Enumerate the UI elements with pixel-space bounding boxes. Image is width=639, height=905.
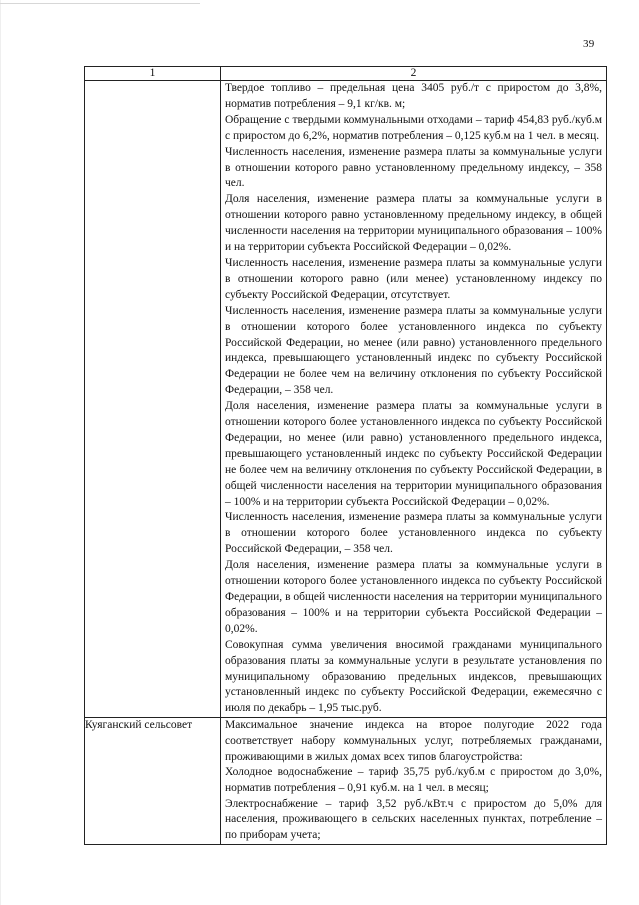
paragraph: Доля населения, изменение размера платы за коммунальные услуги в отношении которого равно установленному предельному индексу, в общей численности населения на территории муниципального образования – 100% и на территории субъекта Российской Федерации – 0,02%. — [225, 193, 602, 254]
paragraph: Численность населения, изменение размера платы за коммунальные услуги в отношении которого более установленного индекса по субъекту Российской Федерации, но менее (или равно) установленного предельного индекса, превышающего установленный индекс по субъекту Российской Федерации не более чем на величину отклонения по субъекту Российской Федерации, – 358 чел. — [225, 304, 602, 397]
paragraph: Обращение с твердыми коммунальными отходами – тариф 454,83 руб./куб.м с приростом до 6,2%, норматив потребления – 0,125 куб.м на 1 чел. в месяц. — [225, 113, 602, 142]
paragraph: Твердое топливо – предельная цена 3405 руб./т с приростом до 3,8%, норматив потребления – 9,1 кг/кв. м; — [225, 82, 602, 110]
paragraph: Холодное водоснабжение – тариф 35,75 руб./куб.м с приростом до 3,0%, норматив потребления – 0,91 куб.м. на 1 чел. в месяц; — [225, 766, 602, 795]
paragraph: Численность населения, изменение размера платы за коммунальные услуги в отношении которого более установленного индекса по субъекту Российской Федерации, – 358 чел. — [225, 511, 602, 556]
paragraph: Электроснабжение – тариф 3,52 руб./кВт.ч с приростом до 5,0% для населения, проживающего в сельских населенных пунктах, потребление – по приборам учета; — [225, 797, 602, 842]
data-table — [84, 66, 607, 845]
description-cell — [221, 81, 607, 718]
header-rule — [0, 3, 200, 4]
table-row — [85, 718, 607, 845]
description-text — [221, 718, 606, 844]
description-text — [221, 81, 606, 717]
paragraph: Доля населения, изменение размера платы за коммунальные услуги в отношении которого более установленного индекса по субъекту Российской Федерации, в общей численности населения на территории муниципального образования – 100% и на территории субъекта Российской Федерации – 0,02%. — [225, 559, 602, 635]
paragraph: Численность населения, изменение размера платы за коммунальные услуги в отношении которого равно (или менее) установленному индексу по субъекту Российской Федерации, отсутствует. — [225, 256, 602, 301]
page-number: 39 — [583, 38, 595, 50]
paragraph: Максимальное значение индекса на второе полугодие 2022 года соответствует набору коммунальных услуг, потребляемых гражданами, проживающими в жилых домах всех типов благоустройства: — [225, 719, 602, 763]
column-number-1: 1 — [85, 67, 221, 81]
municipality-cell: Куяганский сельсовет — [85, 718, 221, 845]
paragraph: Совокупная сумма увеличения вносимой гражданами муниципального образования платы за коммунальные услуги в результате установления по муниципальному образованию предельных индексов, превышающих установленный индекс по субъекту Российской Федерации, ежемесячно с июля по декабрь – 1,95 тыс.руб. — [225, 638, 602, 715]
page-edge — [0, 0, 1, 905]
table-row — [85, 81, 607, 718]
column-number-2: 2 — [221, 67, 607, 81]
municipality-cell — [85, 81, 221, 718]
table-header-row — [85, 67, 607, 81]
description-cell — [221, 718, 607, 845]
paragraph: Численность населения, изменение размера платы за коммунальные услуги в отношении которого равно установленному предельному индексу, – 358 чел. — [225, 145, 602, 190]
paragraph: Доля населения, изменение размера платы за коммунальные услуги в отношении которого более установленного индекса по субъекту Российской Федерации, но менее (или равно) установленного предельного индекса, превышающего установленный индекс по субъекту Российской Федерации не более чем на величину отклонения по субъекту Российской Федерации, в общей численности населения на территории муниципального образования – 100% и на территории субъекта Российской Федерации – 0,02%. — [225, 400, 602, 508]
